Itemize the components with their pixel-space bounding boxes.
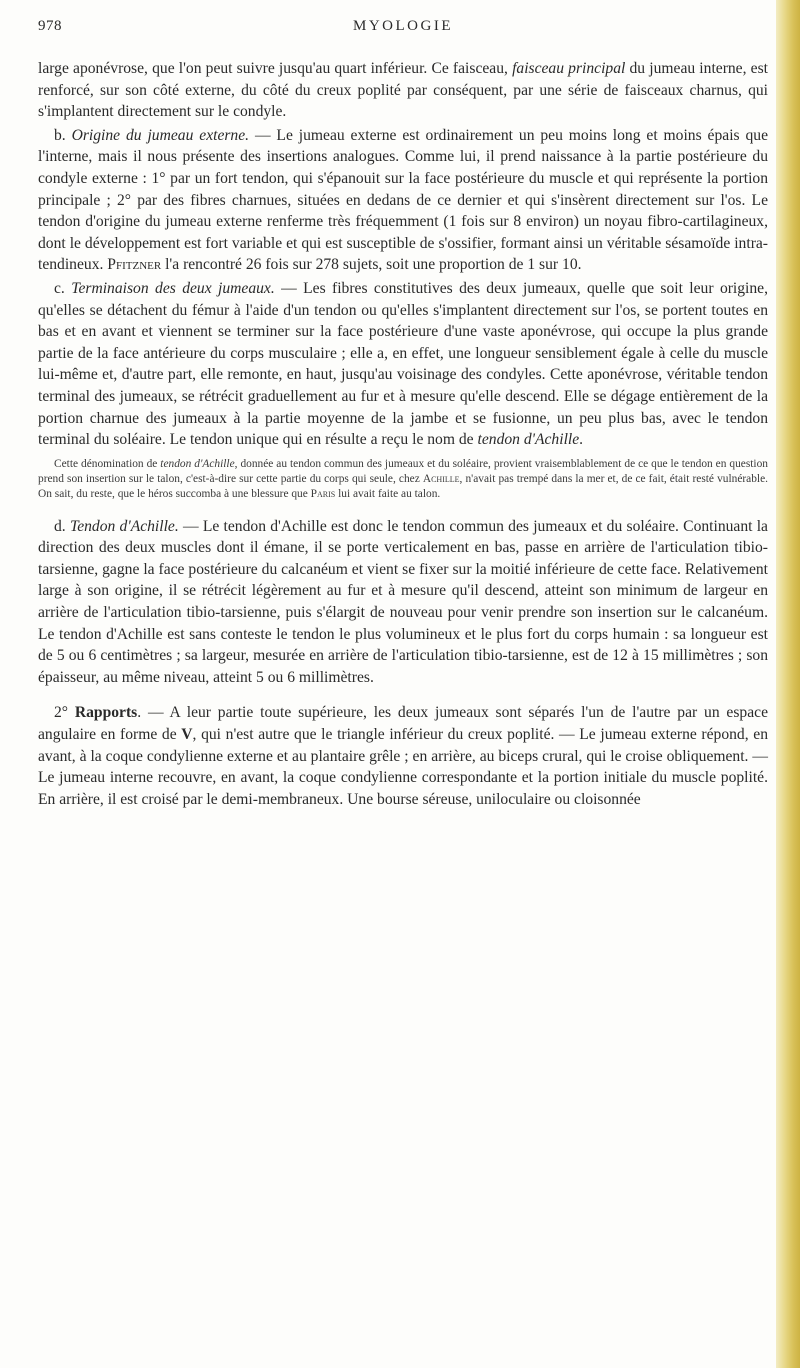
paragraph-achilles-tendon [38,516,768,689]
paragraph-relations [38,702,768,810]
italic-term: tendon d'Achille [477,431,580,449]
text: du jumeau interne, est renforcé, sur son côté externe, du côté du creux poplité par conséquent, par une série de faisceaux charnus, qui s'implantent directement sur le condyle. [38,60,768,121]
text: l'a rencontré 26 fois sur 278 sujets, soit une proportion de 1 sur 10. [161,256,582,274]
section-label: c. [54,279,72,297]
page-header [38,18,768,42]
section-label: d. [54,517,70,535]
text: — Les fibres constitutives des deux jumeaux, quelle que soit leur origine, qu'elles se détachent du fémur à l'aide d'un tendon ou qu'elles s'implantent directement sur l'os, se portent toutes en bas et en avant et viennent se terminer sur la face postérieure d'une vaste aponévrose, qui occupe la plus grande partie de la face antérieure du corps musculaire ; elle a, en effet, une longueur sensiblement égale à celle du muscle lui-même et, d'autre part, elle remonte, en haut, jusqu'au voisinage des condyles. Cette aponévrose, véritable tendon terminal des jumeaux, se rétrécit graduellement au fur et à mesure qu'elle descend. Elle se dégage entièrement de la portion charnue des jumeaux à la partie moyenne de la jambe et se fusionne, un peu plus bas, avec le tendon terminal du soléaire. Le tendon unique qui en résulte a reçu le nom de [38,279,769,449]
footnote-achilles [38,457,768,502]
text: . [579,431,584,449]
italic-term: faisceau principal [512,60,626,77]
text: large aponévrose, que l'on peut suivre jusqu'au quart inférieur. Ce faisceau, [38,60,513,77]
text: , n'avait pas trempé dans la mer et, de ce fait, était resté vulnérable. On sait, du reste, que le héros succomba à une blessure que [38,472,768,500]
section-heading: Rapports [74,704,138,722]
paragraph-origin-external [38,125,768,276]
text: , donnée au tendon commun des jumeaux et du soléaire, provient vraisemblablement de ce que le tendon en question prend son insertion sur le talon, c'est-à-dire sur cette partie du corps qui seule, chez [38,457,768,485]
gilded-page-edge [776,0,800,1368]
section-heading: Tendon d'Achille. [69,517,179,535]
v-letter: V [181,726,193,744]
text: lui avait faite au talon. [335,487,441,500]
author-name: Pfitzner [107,256,162,274]
section-heading: Terminaison des deux jumeaux. [71,279,275,297]
page-content [38,58,768,812]
italic-term: tendon d'Achille [160,457,235,470]
section-number: 2° [54,704,75,722]
text: . — A leur partie toute supérieure, les deux jumeaux sont séparés l'un de l'autre par un espace angulaire en forme de [38,704,768,744]
paragraph-intro [38,58,768,123]
section-heading: Origine du jumeau externe. [71,126,250,144]
text: — Le jumeau externe est ordinairement un peu moins long et moins épais que l'interne, mais il nous présente des insertions analogues. Comme lui, il prend naissance à la partie postérieure du condyle externe : 1° par un fort tendon, qui s'épanouit sur la face postérieure du muscle et qui représente la portion principale ; 2° par des fibres charnues, situées en dedans de ce dernier et qui s'insèrent directement sur l'os. Le tendon d'origine du jumeau externe renferme très fréquemment (1 fois sur 8 environ) un noyau fibro-cartilagineux, dont le développement est fort variable et qui est susceptible de s'ossifier, formant ainsi un véritable sésamoïde intra-tendineux. [38,126,769,274]
text: — Le tendon d'Achille est donc le tendon commun des jumeaux et du soléaire. Continuant la direction des deux muscles dont il émane, il se porte verticalement en bas, passe en arrière de l'articulation tibio-tarsienne, gagne la face postérieure du calcanéum et vient se fixer sur la moitié inférieure de cette face. Relativement large à son origine, il se rétrécit légèrement au fur et à mesure qu'il descend, atteint son minimum de largeur en arrière de l'articulation tibio-tarsienne, puis s'élargit de nouveau pour venir prendre son insertion sur le calcanéum. Le tendon d'Achille est sans conteste le tendon le plus volumineux et le plus fort du corps humain : sa longueur est de 5 ou 6 centimètres ; sa largeur, mesurée en arrière de l'articulation tibio-tarsienne, est de 12 à 15 millimètres ; son épaisseur, au même niveau, atteint 5 ou 6 millimètres. [38,517,768,686]
section-label: b. [54,126,72,144]
proper-name: Paris [310,487,336,500]
page-number: 978 [38,18,62,34]
text: Cette dénomination de [54,457,161,470]
running-title: MYOLOGIE [353,18,453,34]
text: , qui n'est autre que le triangle inférieur du creux poplité. — Le jumeau externe répond, en avant, à la coque condylienne externe et au plantaire grêle ; en arrière, au biceps crural, qui le croise obliquement. — Le jumeau interne recouvre, en avant, la coque condylienne correspondante et la portion initiale du muscle poplité. En arrière, il est croisé par le demi-membraneux. Une bourse séreuse, uniloculaire ou cloisonnée [38,726,768,808]
paragraph-termination [38,278,768,451]
proper-name: Achille [422,472,460,485]
